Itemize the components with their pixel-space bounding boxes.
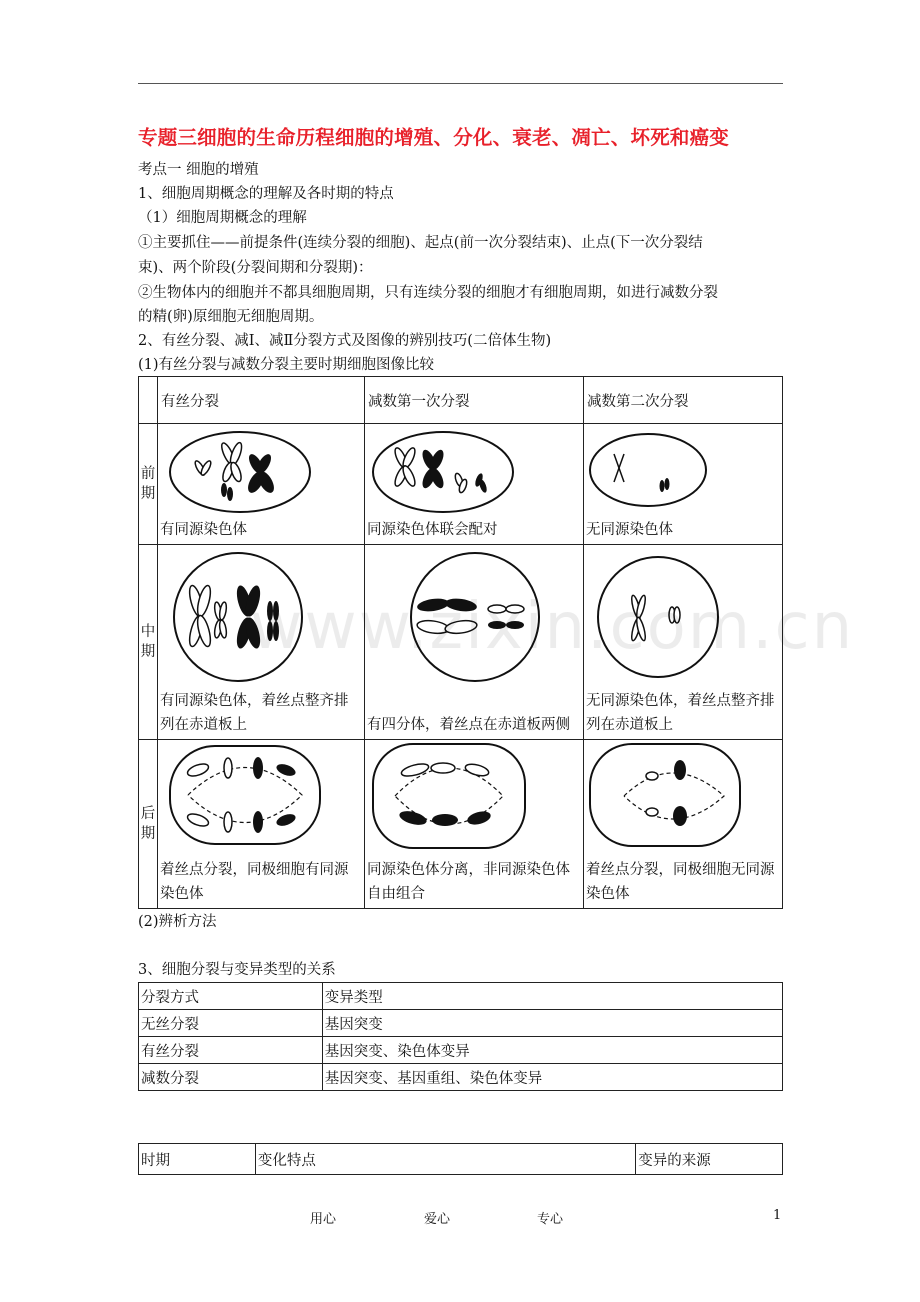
- table-row: [139, 1037, 783, 1064]
- footer-text: 专心: [537, 1212, 564, 1227]
- meiosis1-anaphase-diagram: [365, 740, 583, 852]
- caption: 同源染色体联会配对: [367, 522, 498, 538]
- caption: 无同源染色体: [586, 522, 673, 538]
- text-line: 2、有丝分裂、减Ⅰ、减Ⅱ分裂方式及图像的辨别技巧(二倍体生物): [138, 333, 552, 349]
- text-line: （1）细胞周期概念的理解: [138, 210, 307, 226]
- cell-meiosis2-anaphase: [584, 740, 783, 909]
- mitosis-prophase-diagram: [158, 424, 364, 520]
- period-variation-table: [138, 1143, 783, 1175]
- section-heading: 考点一 细胞的增殖: [138, 162, 259, 178]
- caption: 有四分体，着丝点在赤道板两侧: [367, 717, 570, 733]
- table-cell: 变化特点: [255, 1144, 635, 1175]
- cell-meiosis2-prophase: [584, 424, 783, 545]
- meiosis2-prophase-diagram: [584, 424, 782, 520]
- table-cell: 有丝分裂: [139, 1037, 323, 1064]
- document-title: 专题三细胞的生命历程细胞的增殖、分化、衰老、凋亡、坏死和癌变: [138, 126, 730, 149]
- cell-mitosis-anaphase: [158, 740, 365, 909]
- table-cell: 基因突变、染色体变异: [322, 1037, 782, 1064]
- variation-type-table: [138, 982, 783, 1091]
- text-line: 的精(卵)原细胞无细胞周期。: [138, 309, 324, 325]
- table-cell: 基因突变: [322, 1010, 782, 1037]
- text-line: 束)、两个阶段(分裂间期和分裂期)：: [138, 260, 373, 276]
- table-header-row: [139, 377, 783, 424]
- caption: 着丝点分裂，同极细胞无同源染色体: [586, 862, 775, 902]
- page-number: 1: [773, 1208, 782, 1223]
- caption: 同源染色体分离，非同源染色体自由组合: [367, 862, 570, 902]
- table-row: [139, 1064, 783, 1091]
- table-cell: 无丝分裂: [139, 1010, 323, 1037]
- footer-text: 爱心: [424, 1212, 451, 1227]
- caption: 有同源染色体: [160, 522, 247, 538]
- text-line: 1、细胞周期概念的理解及各时期的特点: [138, 186, 394, 202]
- text-line: ②生物体内的细胞并不都具细胞周期，只有连续分裂的细胞才有细胞周期，如进行减数分裂: [138, 285, 718, 301]
- caption: 有同源染色体，着丝点整齐排列在赤道板上: [160, 693, 349, 733]
- cell-meiosis1-anaphase: [365, 740, 584, 909]
- table-cell: 变异的来源: [636, 1144, 783, 1175]
- table-cell: 时期: [139, 1144, 256, 1175]
- header-meiosis-2: 减数第二次分裂: [584, 377, 783, 424]
- table-row: [139, 740, 783, 909]
- mitosis-anaphase-diagram: [158, 740, 364, 852]
- stage-label-metaphase: 中 期: [139, 545, 158, 740]
- table-cell: 基因突变、基因重组、染色体变异: [322, 1064, 782, 1091]
- cell-meiosis1-prophase: [365, 424, 584, 545]
- header-meiosis-1: 减数第一次分裂: [365, 377, 584, 424]
- header-mitosis: 有丝分裂: [158, 377, 365, 424]
- stage-label-anaphase: 后 期: [139, 740, 158, 909]
- text-line: (1)有丝分裂与减数分裂主要时期细胞图像比较: [138, 357, 435, 373]
- watermark: www.zixin.com.cn: [250, 590, 855, 664]
- table-row: [139, 983, 783, 1010]
- text-line: (2)辨析方法: [138, 914, 217, 930]
- table-header-row: [139, 1144, 783, 1175]
- header-rule: [138, 83, 783, 84]
- table-corner: [139, 377, 158, 424]
- table-cell: 变异类型: [322, 983, 782, 1010]
- caption: 着丝点分裂，同极细胞有同源染色体: [160, 862, 349, 902]
- text-line: 3、细胞分裂与变异类型的关系: [138, 962, 336, 978]
- stage-label-prophase: 前 期: [139, 424, 158, 545]
- table-row: [139, 1010, 783, 1037]
- meiosis2-anaphase-diagram: [584, 740, 782, 852]
- table-cell: 减数分裂: [139, 1064, 323, 1091]
- meiosis1-prophase-diagram: [365, 424, 583, 520]
- text-line: ①主要抓住——前提条件(连续分裂的细胞)、起点(前一次分裂结束)、止点(下一次分裂结: [138, 235, 703, 251]
- table-cell: 分裂方式: [139, 983, 323, 1010]
- caption: 无同源染色体，着丝点整齐排列在赤道板上: [586, 693, 775, 733]
- cell-mitosis-prophase: [158, 424, 365, 545]
- table-row: [139, 424, 783, 545]
- footer-text: 用心: [310, 1212, 337, 1227]
